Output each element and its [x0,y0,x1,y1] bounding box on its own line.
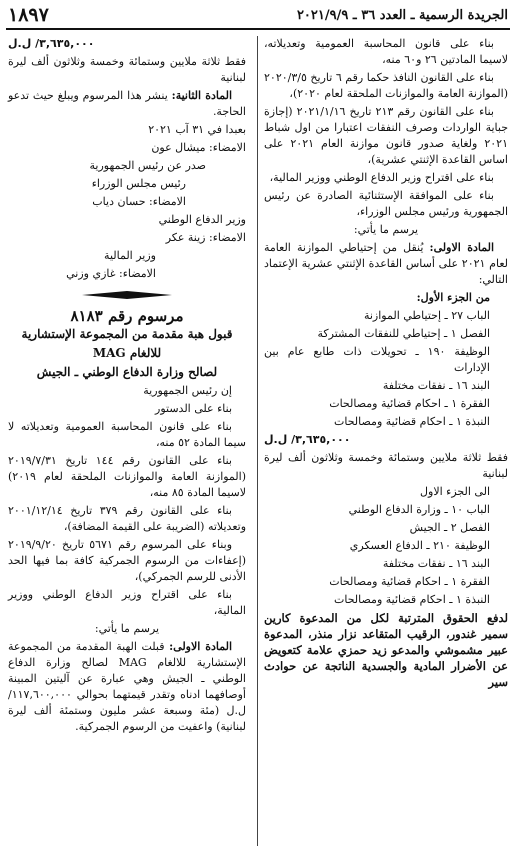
amount: ٣,٦٣٥,٠٠٠/ ل.ل [8,37,95,50]
recital: بناء على القانون رقم ٣٧٩ تاريخ ٢٠٠١/١٢/١٤ وتعديلاته (الضريبة على القيمة المضافة)، [8,504,246,533]
list-item: النبذة ١ ـ احكام قضائية ومصالحات [334,415,490,428]
signature-finance: الامضاء: غازي وزني [66,267,156,280]
list-item: النبذة ١ ـ احكام قضائية ومصالحات [334,593,490,606]
recital: وبناء على المرسوم رقم ٥٦٧١ تاريخ ٢٠١٩/٩/٢٠ (إعفاءات من الرسوم الجمركية كافة بما فيها الحد الأدنى للرسم الجمركي)، [8,538,246,583]
decree-subtitle-3: لصالح وزارة الدفاع الوطني ـ الجيش [36,365,218,379]
section-separator [8,288,246,302]
left-column [8,36,246,737]
recital: بناء على الدستور [155,402,232,415]
list-item: الباب ٢٧ ـ إحتياطي الموازنة [363,309,490,322]
diamond-ornament [82,291,172,299]
gazette-title: الجريدة الرسمية ـ العدد ٣٦ ـ ٢٠٢١/٩/٩ [296,8,508,23]
list-item: الوظيفة ١٩٠ ـ تحويلات ذات طابع عام بين الإدارات [264,345,491,374]
right-column [264,36,508,692]
recital: بناء على الموافقة الإستثنائية الصادرة عن رئيس الجمهورية ورئيس مجلس الوزراء، [264,189,508,218]
recital: بناء على اقتراح وزير الدفاع الوطني ووزير المالية، [8,588,246,617]
purpose-statement: لدفع الحقوق المترتبة لكل من المدعوة كارين سمير غندور، الرقيب المتقاعد نزار منذر، المدعوة عبير مشموشي والمدعو زيد حمزي علامة كتعويض عن الأضرار المادية والجسدية الناتجة عن حوادث سير [264,611,508,689]
issued-by: صدر عن رئيس الجمهورية [89,159,206,172]
decree-subtitle-2: للالغام MAG [92,346,162,360]
from-label: من الجزء الأول: [416,291,490,304]
article-text: ينشر هذا المرسوم ويبلغ حيث تدعو الحاجة. [8,89,246,118]
signature-pm: الامضاء: حسان دياب [92,195,186,208]
recital: بناء على قانون المحاسبة العمومية وتعديلاته لا سيما المادة ٥٢ منه، [8,420,246,449]
signing-date: بعبدا في ٣١ آب ٢٠٢١ [148,123,246,136]
list-item: الوظيفة ٢١٠ ـ الدفاع العسكري [349,539,490,552]
decree-title: مرسوم رقم ٨١٨٣ [70,307,184,325]
article-text: قبلت الهبة المقدمة من المجموعة الإستشارية للالغام MAG لصالح وزارة الدفاع الوطني ـ الجيش وهي عبارة عن آليتين المبينة أوصافهما ادناه وتقدر قيمتهما بحوالي ١١٧,٦٠٠,٠٠٠/ ل.ل (مئة وسبعة عشر مليون وستمئة ألف ليرة لبنانية) واعفيت من الرسوم الجمركية. [8,640,247,733]
amount-words: فقط ثلاثة ملايين وستمائة وخمسة وثلاثون ألف ليرة لبنانية [264,451,508,480]
article-1 [264,240,508,288]
to-label: الى الجزء الاول [420,485,490,498]
recital: بناء على اقتراح وزير الدفاع الوطني ووزير المالية، [269,171,494,184]
header-rule [6,28,510,30]
recital: بناء على القانون رقم ٢١٣ تاريخ ٢٠٢١/١/١٦ (إجازة جباية الواردات وصرف النفقات اعتبارا من اول شباط ٢٠٢١ ولغاية صدور قانون موازنة العام ٢٠٢١ على اساس القاعدة الإثنتي عشرية)، [264,105,508,166]
article-text: يُنقل من إحتياطي الموازنة العامة لعام ٢٠٢١ على أساس القاعدة الإثنتي عشرية الإعتماد التالي: [264,241,508,286]
recital: بناء على القانون رقم ١٤٤ تاريخ ٢٠١٩/٧/٣١ (الموازنة العامة والموازنات الملحقة لعام ٢٠١٩) لاسيما المادة ٨٥ منه، [8,454,246,499]
list-item: البند ١٦ ـ نفقات مختلفة [382,379,490,392]
signature-defense: الامضاء: زينة عكر [165,231,246,244]
page-header [8,6,508,28]
decree-subtitle-1: قبول هبة مقدمة من المجموعة الإستشارية [21,327,233,341]
article-1 [8,639,246,735]
finance-minister-title: وزير المالية [104,249,156,262]
decree-formula: يرسم ما يأتي: [353,223,419,236]
signature-president: الامضاء: ميشال عون [151,141,246,154]
article-2 [8,88,246,120]
list-item: الباب ١٠ ـ وزارة الدفاع الوطني [348,503,490,516]
amount: ٣,٦٣٥,٠٠٠/ ل.ل [264,433,351,446]
article-label: المادة الاولى: [429,241,494,254]
decree-formula: يرسم ما يأتي: [94,622,160,635]
list-item: الفصل ٢ ـ الجيش [409,521,490,534]
pm-title: رئيس مجلس الوزراء [91,177,186,190]
list-item: البند ١٦ ـ نفقات مختلفة [382,557,490,570]
article-label: المادة الاولى: [169,640,232,653]
amount-words: فقط ثلاثة ملايين وستمائة وخمسة وثلاثون ألف ليرة لبنانية [8,55,246,84]
page-number: ١٨٩٧ [8,4,49,26]
defense-minister-title: وزير الدفاع الوطني [158,213,246,226]
column-divider [257,36,258,846]
list-item: الفقرة ١ ـ احكام قضائية ومصالحات [329,397,490,410]
recital: بناء على القانون النافذ حكما رقم ٦ تاريخ ٢٠٢٠/٣/٥ (الموازنة العامة والموازنات الملحقة لعام ٢٠٢٠)، [264,71,508,100]
article-label: المادة الثانية: [171,89,233,102]
list-item: الفصل ١ ـ إحتياطي للنفقات المشتركة [317,327,490,340]
list-item: الفقرة ١ ـ احكام قضائية ومصالحات [329,575,490,588]
recital: بناء على قانون المحاسبة العمومية وتعديلاته، لاسيما المادتين ٢٦ و٦٠ منه، [264,37,508,66]
recital: إن رئيس الجمهورية [143,384,232,397]
